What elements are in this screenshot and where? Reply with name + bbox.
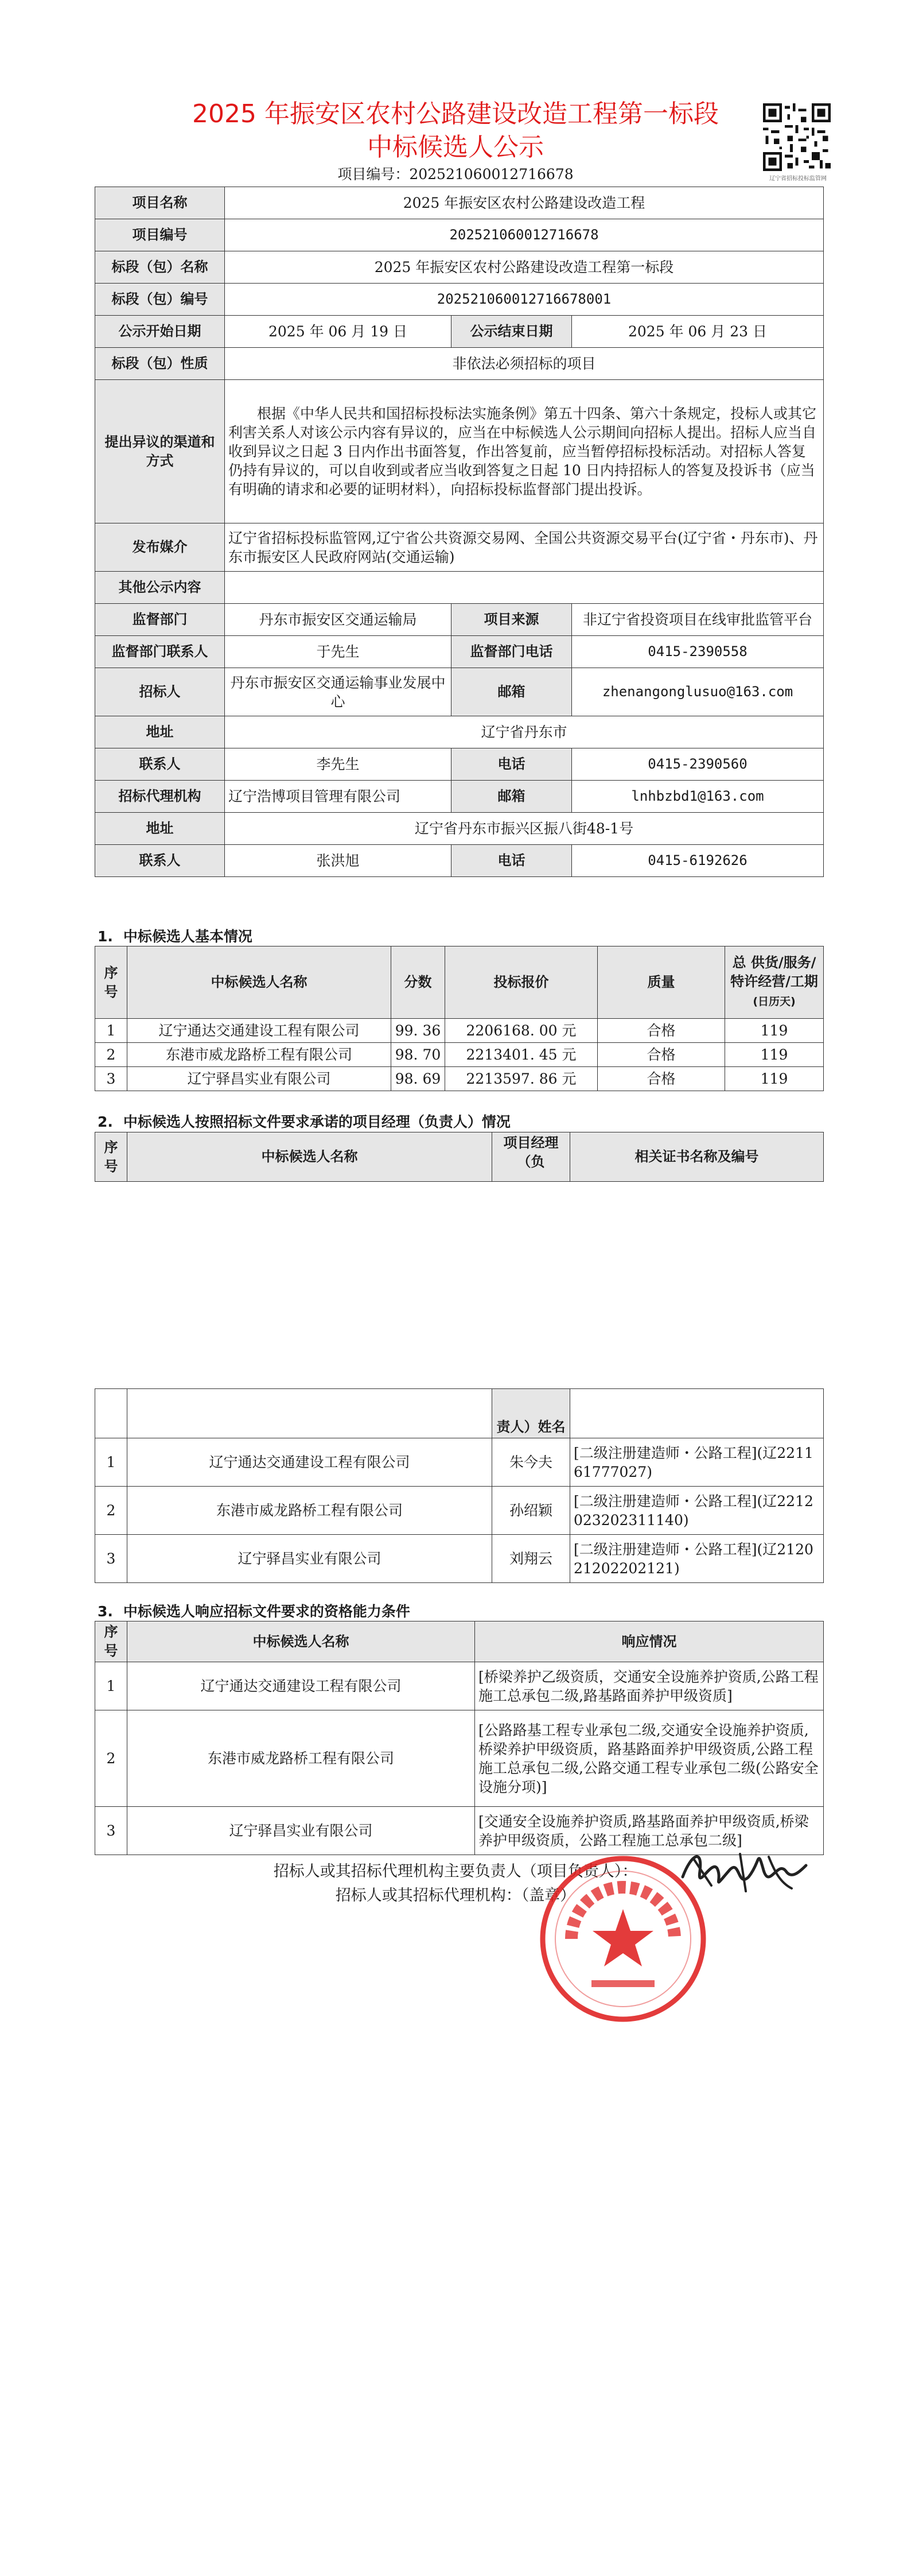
agency-phone-label: 电话 — [451, 845, 572, 877]
row-price: 2213401. 45 元 — [445, 1043, 598, 1067]
manager-table-part2 — [95, 1388, 824, 1583]
tenderer-label: 招标人 — [95, 668, 225, 716]
section3-heading — [98, 1600, 410, 1621]
row-response: [桥梁养护乙级资质，交通安全设施养护资质,公路工程施工总承包二级,路基路面养护甲级资质] — [475, 1662, 824, 1710]
row-no: 3 — [95, 1067, 127, 1091]
row-cert: [二级注册建造师・公路工程](辽2212023202311140) — [570, 1487, 824, 1535]
media-label: 发布媒介 — [95, 523, 225, 572]
col-name-header: 中标候选人名称 — [127, 1132, 492, 1182]
section-nature-label: 标段（包）性质 — [95, 348, 225, 380]
section1-title: 中标候选人基本情况 — [123, 928, 252, 945]
section1-number: 1. — [98, 928, 113, 945]
agency-email-label: 邮箱 — [451, 781, 572, 813]
row-no: 1 — [95, 1019, 127, 1043]
row-response: [公路路基工程专业承包二级,交通安全设施养护资质,桥梁养护甲级资质，路基路面养护甲级资质,公路工程施工总承包二级,公路交通工程专业承包二级(公路安全设施分项)] — [475, 1710, 824, 1807]
title-line-1: 2025 年振安区农村公路建设改造工程第一标段 — [192, 99, 719, 129]
agency-contact-value: 张洪旭 — [225, 845, 451, 877]
qr-code — [763, 103, 831, 171]
agency-email-value: lnhbzbd1@163.com — [572, 781, 824, 813]
end-date-label: 公示结束日期 — [451, 316, 572, 348]
row-quality: 合格 — [598, 1019, 725, 1043]
project-no-value: 202521060012716678 — [225, 219, 824, 251]
agency-value: 辽宁浩博项目管理有限公司 — [225, 781, 451, 813]
row-period: 119 — [725, 1019, 824, 1043]
tenderer-contact-label: 联系人 — [95, 748, 225, 781]
section3-number: 3. — [98, 1603, 113, 1620]
row-name: 辽宁驿昌实业有限公司 — [127, 1807, 475, 1855]
empty-cell — [127, 1389, 492, 1438]
source-label: 项目来源 — [451, 604, 572, 636]
section1-heading — [98, 925, 252, 946]
qualification-table — [95, 1621, 824, 1855]
start-date-label: 公示开始日期 — [95, 316, 225, 348]
row-price: 2213597. 86 元 — [445, 1067, 598, 1091]
qr-caption: 辽宁省招标投标监管网 — [769, 176, 827, 182]
col-manager-header-cont: 责人）姓名 — [492, 1389, 570, 1438]
table-row — [95, 1019, 824, 1043]
col-response-header: 响应情况 — [475, 1621, 824, 1662]
col-price-header: 投标报价 — [445, 946, 598, 1019]
row-manager: 刘翔云 — [492, 1535, 570, 1583]
start-date-value: 2025 年 06 月 19 日 — [225, 316, 451, 348]
row-score: 98. 70 — [391, 1043, 445, 1067]
manager-table-part1 — [95, 1132, 824, 1182]
section-name-label: 标段（包）名称 — [95, 251, 225, 284]
supervisor-contact-label: 监督部门联系人 — [95, 636, 225, 668]
row-name: 东港市威龙路桥工程有限公司 — [127, 1487, 492, 1535]
media-value: 辽宁省招标投标监管网,辽宁省公共资源交易网、全国公共资源交易平台(辽宁省・丹东市)、丹东市振安区人民政府网站(交通运输) — [225, 523, 824, 572]
row-response: [交通安全设施养护资质,路基路面养护甲级资质,桥梁养护甲级资质，公路工程施工总承包二级] — [475, 1807, 824, 1855]
row-name: 辽宁通达交通建设工程有限公司 — [127, 1438, 492, 1487]
row-period: 119 — [725, 1043, 824, 1067]
agency-label: 招标代理机构 — [95, 781, 225, 813]
row-score: 99. 36 — [391, 1019, 445, 1043]
agency-address-label: 地址 — [95, 813, 225, 845]
row-name: 辽宁驿昌实业有限公司 — [127, 1535, 492, 1583]
table-row — [95, 1043, 824, 1067]
row-no: 3 — [95, 1807, 127, 1855]
col-quality-header: 质量 — [598, 946, 725, 1019]
row-no: 3 — [95, 1535, 127, 1583]
row-name: 东港市威龙路桥工程有限公司 — [127, 1043, 391, 1067]
row-cert: [二级注册建造师・公路工程](辽212021202202121) — [570, 1535, 824, 1583]
col-period-header-text: 总 供货/服务/特许经营/工期 — [730, 955, 818, 990]
row-name: 辽宁通达交通建设工程有限公司 — [127, 1019, 391, 1043]
row-quality: 合格 — [598, 1067, 725, 1091]
agency-phone-value: 0415-6192626 — [572, 845, 824, 877]
handwritten-signature — [677, 1837, 809, 1906]
section2-number: 2. — [98, 1114, 113, 1130]
col-period-header — [725, 946, 824, 1019]
col-no-header: 序号 — [95, 1132, 127, 1182]
row-quality: 合格 — [598, 1043, 725, 1067]
tenderer-email-label: 邮箱 — [451, 668, 572, 716]
col-no-header: 序号 — [95, 946, 127, 1019]
empty-cell — [95, 1389, 127, 1438]
section3-title: 中标候选人响应招标文件要求的资格能力条件 — [123, 1603, 410, 1620]
tenderer-phone-label: 电话 — [451, 748, 572, 781]
row-cert: [二级注册建造师・公路工程](辽221161777027) — [570, 1438, 824, 1487]
agency-contact-label: 联系人 — [95, 845, 225, 877]
row-manager: 孙绍颖 — [492, 1487, 570, 1535]
row-score: 98. 69 — [391, 1067, 445, 1091]
col-no-header: 序号 — [95, 1621, 127, 1662]
agency-address-value: 辽宁省丹东市振兴区振八街48-1号 — [225, 813, 824, 845]
source-value: 非辽宁省投资项目在线审批监管平台 — [572, 604, 824, 636]
row-no: 1 — [95, 1662, 127, 1710]
section2-heading — [98, 1111, 511, 1131]
objection-text: 根据《中华人民共和国招标投标法实施条例》第五十四条、第六十条规定，投标人或其它利害关系人对该公示内容有异议的，应当在中标候选人公示期间向招标人提出。招标人应当自收到异议之日起 3 日内作出书面答复，作出答复前，应当暂停招标投标活动。对招标人答复仍持有异议的，可以自收到或者应当收到答复之日起 10 日内持招标人的答复及投诉书（应当有明确的请求和必要的证明材料），向招标投标监督部门提出投诉。 — [225, 380, 824, 523]
row-period: 119 — [725, 1067, 824, 1091]
title-line-2: 中标候选人公示 — [367, 133, 544, 162]
section-no-label: 标段（包）编号 — [95, 284, 225, 316]
col-name-header: 中标候选人名称 — [127, 1621, 475, 1662]
supervisor-label: 监督部门 — [95, 604, 225, 636]
col-cert-header: 相关证书名称及编号 — [570, 1132, 824, 1182]
project-name-label: 项目名称 — [95, 187, 225, 219]
end-date-value: 2025 年 06 月 23 日 — [572, 316, 824, 348]
supervisor-phone-label: 监督部门电话 — [451, 636, 572, 668]
row-no: 2 — [95, 1710, 127, 1807]
signature-line-2: 招标人或其招标代理机构：（盖章） — [335, 1887, 576, 1904]
row-name: 辽宁通达交通建设工程有限公司 — [127, 1662, 475, 1710]
tenderer-value: 丹东市振安区交通运输事业发展中心 — [225, 668, 451, 716]
tenderer-address-label: 地址 — [95, 716, 225, 748]
tenderer-phone-value: 0415-2390560 — [572, 748, 824, 781]
other-content-label: 其他公示内容 — [95, 572, 225, 604]
other-content-value — [225, 572, 824, 604]
table-row — [95, 1662, 824, 1710]
table-row — [95, 1487, 824, 1535]
row-price: 2206168. 00 元 — [445, 1019, 598, 1043]
tenderer-contact-value: 李先生 — [225, 748, 451, 781]
signature-line-1: 招标人或其招标代理机构主要负责人（项目负责人）： — [273, 1863, 638, 1880]
tenderer-email-value: zhenangonglusuo@163.com — [572, 668, 824, 716]
project-name-value: 2025 年振安区农村公路建设改造工程 — [225, 187, 824, 219]
row-name: 辽宁驿昌实业有限公司 — [127, 1067, 391, 1091]
supervisor-contact-value: 于先生 — [225, 636, 451, 668]
table-row — [95, 1067, 824, 1091]
project-number: 项目编号：202521060012716678 — [337, 166, 574, 183]
col-score-header: 分数 — [391, 946, 445, 1019]
section-name-value: 2025 年振安区农村公路建设改造工程第一标段 — [225, 251, 824, 284]
section2-title: 中标候选人按照招标文件要求承诺的项目经理（负责人）情况 — [123, 1114, 511, 1130]
table-row — [95, 1710, 824, 1807]
objection-label: 提出异议的渠道和方式 — [95, 380, 225, 523]
project-no-label: 项目编号 — [95, 219, 225, 251]
candidates-table — [95, 946, 824, 1091]
section-nature-value: 非依法必须招标的项目 — [225, 348, 824, 380]
row-no: 2 — [95, 1487, 127, 1535]
table-row — [95, 1438, 824, 1487]
supervisor-value: 丹东市振安区交通运输局 — [225, 604, 451, 636]
supervisor-phone-value: 0415-2390558 — [572, 636, 824, 668]
row-manager: 朱今夫 — [492, 1438, 570, 1487]
empty-cell — [570, 1389, 824, 1438]
col-manager-header: 项目经理（负 — [492, 1132, 570, 1182]
row-name: 东港市威龙路桥工程有限公司 — [127, 1710, 475, 1807]
row-no: 2 — [95, 1043, 127, 1067]
col-period-header-unit: (日历天) — [753, 995, 796, 1008]
tenderer-address-value: 辽宁省丹东市 — [225, 716, 824, 748]
project-info-table — [95, 187, 824, 877]
section-no-value: 202521060012716678001 — [225, 284, 824, 316]
row-no: 1 — [95, 1438, 127, 1487]
table-row — [95, 1535, 824, 1583]
col-name-header: 中标候选人名称 — [127, 946, 391, 1019]
